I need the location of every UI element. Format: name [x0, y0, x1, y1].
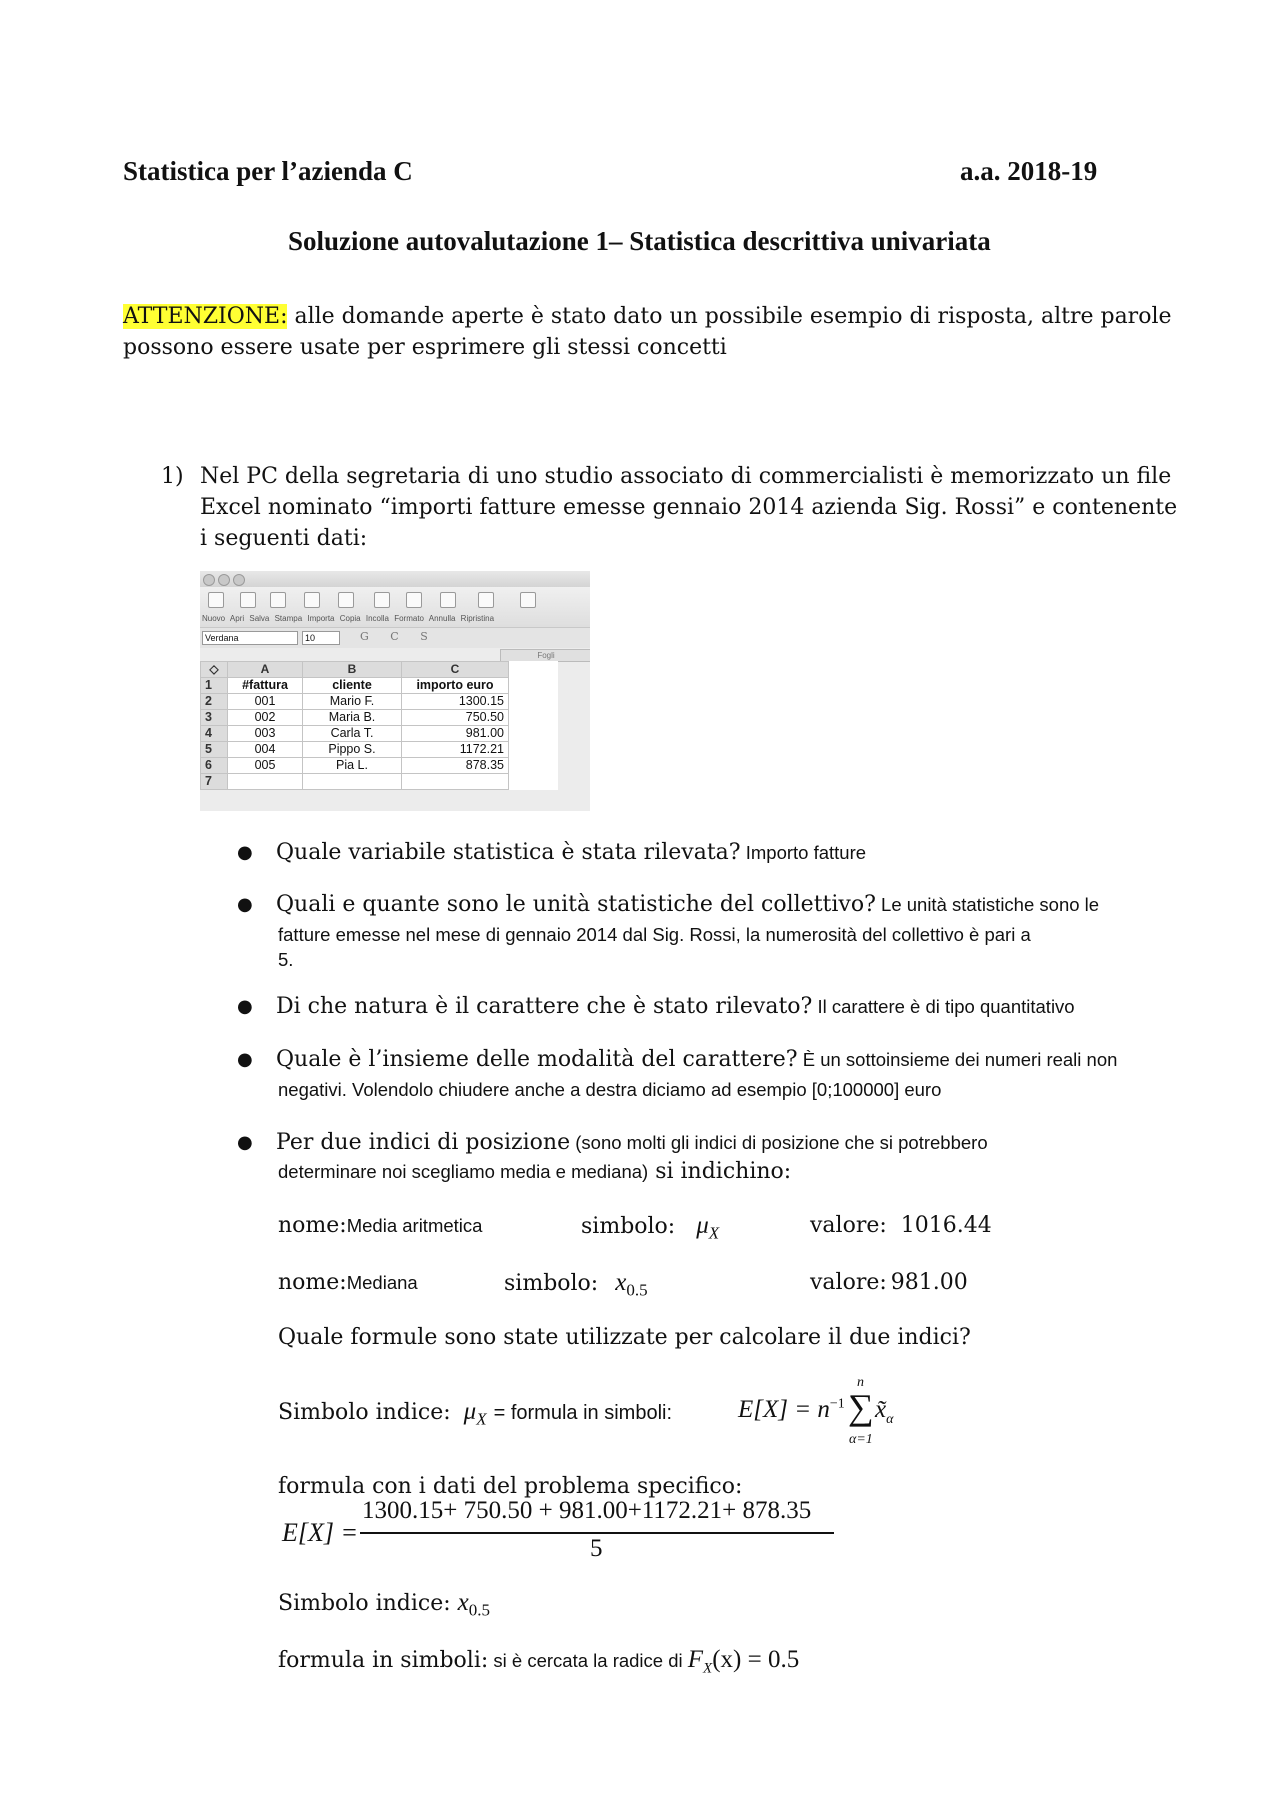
median-name: Mediana — [346, 1272, 418, 1293]
formula-question: Quale formule sono state utilizzate per calcolare il due indici? — [278, 1325, 971, 1350]
toolbar-labels: Nuovo Apri Salva Stampa Importa Copia Incolla Formato Annulla Ripristina — [202, 614, 495, 623]
cdf-sub: X — [703, 1660, 713, 1677]
row-number: 1 — [201, 678, 228, 694]
median-symbol-sub: 0.5 — [468, 1600, 491, 1620]
x-sub: α — [886, 1412, 894, 1427]
bullet-answer: Le unità statistiche sono le — [875, 894, 1100, 915]
column-header: C — [402, 662, 509, 678]
median-value-row — [810, 1268, 968, 1298]
with-data-label: formula con i dati del problema specifico: — [278, 1474, 743, 1499]
bullet-dot: ● — [237, 1049, 253, 1070]
window-close-icon — [203, 574, 215, 586]
cell: Carla T. — [303, 726, 402, 742]
median-symbol: x — [457, 1589, 469, 1616]
cdf-tail: (x) = 0.5 — [712, 1646, 800, 1673]
window-minimize-icon — [218, 574, 230, 586]
spreadsheet-grid — [200, 661, 558, 790]
fraction-lhs: E[X] = — [282, 1518, 359, 1547]
cdf-symbol: F — [687, 1646, 704, 1673]
table-row — [201, 726, 558, 742]
new-icon — [208, 592, 224, 608]
fraction-numerator: 1300.15+ 750.50 + 981.00+1172.21+ 878.35 — [362, 1497, 812, 1524]
column-header: B — [303, 662, 402, 678]
header-cell: cliente — [303, 678, 402, 694]
cell: 005 — [228, 758, 303, 774]
mean-name-row — [278, 1211, 482, 1241]
bullet-question: Quali e quante sono le unità statistiche del collettivo? — [276, 892, 876, 917]
cell: 1172.21 — [402, 742, 509, 758]
format-icon — [440, 592, 456, 608]
header-cell: importo euro — [402, 678, 509, 694]
bullet-answer: È un sottoinsieme dei numeri reali non — [797, 1049, 1118, 1070]
x-tilde: x̃ — [875, 1396, 887, 1423]
mean-value: 1016.44 — [900, 1213, 992, 1238]
bullet-answer: Il carattere è di tipo quantitativo — [812, 996, 1075, 1017]
course-title: Statistica per l’azienda C — [123, 156, 413, 186]
cell — [402, 774, 509, 790]
median-symbol-row — [504, 1268, 648, 1305]
notice-line2: possono essere usate per esprimere gli stessi concetti — [123, 335, 727, 360]
bullet-question: Quale è l’insieme delle modalità del carattere? — [276, 1047, 798, 1072]
simbolo-indice-label: Simbolo indice: — [278, 1400, 451, 1425]
paste-icon — [406, 592, 422, 608]
cell: Mario F. — [303, 694, 402, 710]
import-icon — [338, 592, 354, 608]
format-buttons: G C S — [360, 630, 437, 643]
row-number: 5 — [201, 742, 228, 758]
font-select: Verdana — [202, 631, 298, 645]
nome-label: nome: — [278, 1270, 347, 1295]
bullet-line2 — [278, 1157, 791, 1187]
cell: Pia L. — [303, 758, 402, 774]
valore-label: valore: — [810, 1270, 887, 1295]
empty-column — [509, 662, 558, 678]
expected-value-lhs: E[X] = n — [738, 1396, 830, 1423]
cell: 003 — [228, 726, 303, 742]
nome-label: nome: — [278, 1213, 347, 1238]
sheets-tab: Fogli — [500, 649, 590, 662]
spreadsheet-screenshot — [200, 571, 590, 811]
valore-label: valore: — [810, 1213, 887, 1238]
column-header-row — [201, 662, 558, 678]
bullet-dot: ● — [237, 842, 253, 863]
question-number: 1) — [161, 464, 184, 489]
question-line1: Nel PC della segretaria di uno studio associato di commercialisti è memorizzato un file — [200, 464, 1172, 489]
table-row — [201, 742, 558, 758]
mean-symbol-sub: X — [708, 1223, 720, 1243]
row-number: 6 — [201, 758, 228, 774]
row-number: 4 — [201, 726, 228, 742]
table-row — [201, 694, 558, 710]
mean-symbol: μ — [463, 1398, 477, 1425]
mean-formula-row — [278, 1397, 672, 1434]
median-formula-row — [278, 1645, 799, 1683]
bullet-answer-line2: determinare noi scegliamo media e mediana) — [278, 1161, 649, 1182]
cell: 002 — [228, 710, 303, 726]
bullet-dot: ● — [237, 1132, 253, 1153]
mean-symbol-sub: X — [476, 1409, 487, 1429]
cell: 878.35 — [402, 758, 509, 774]
empty-cell — [509, 742, 558, 758]
simbolo-indice-label: Simbolo indice: — [278, 1591, 451, 1616]
bullet-question-tail: si indichino: — [648, 1159, 792, 1184]
notice-label: ATTENZIONE: — [123, 304, 288, 329]
formula-in-symbols-label: = formula in simboli: — [493, 1402, 673, 1424]
header-cell: #fattura — [228, 678, 303, 694]
bullet-dot: ● — [237, 996, 253, 1017]
redo-icon — [520, 592, 536, 608]
mean-name: Media aritmetica — [346, 1215, 483, 1236]
open-icon — [240, 592, 256, 608]
cell: Pippo S. — [303, 742, 402, 758]
question-line3: i seguenti dati: — [200, 526, 368, 551]
empty-cell — [509, 710, 558, 726]
print-icon — [304, 592, 320, 608]
corner-cell: ◇ — [201, 662, 228, 678]
sum-upper-limit: n — [857, 1375, 864, 1390]
simbolo-label: simbolo: — [581, 1214, 676, 1239]
bullet-answer-line2: fatture emesse nel mese di gennaio 2014 dal Sig. Rossi, la numerosità del collettivo è pari a — [278, 924, 1031, 945]
bullet-item-5 — [276, 1128, 1196, 1158]
median-symbol: x — [615, 1269, 627, 1296]
cell: 001 — [228, 694, 303, 710]
window-titlebar — [200, 571, 590, 587]
empty-cell — [509, 726, 558, 742]
document-subtitle: Soluzione autovalutazione 1– Statistica descrittiva univariata — [288, 226, 991, 256]
notice-line1: alle domande aperte è stato dato un possibile esempio di risposta, altre parole — [287, 304, 1172, 329]
bullet-answer: (sono molti gli indici di posizione che si potrebbero — [570, 1132, 988, 1153]
row-number: 3 — [201, 710, 228, 726]
median-value: 981.00 — [890, 1270, 968, 1295]
median-name-row — [278, 1268, 418, 1298]
question-line2: Excel nominato “importi fatture emesse gennaio 2014 azienda Sig. Rossi” e contenente — [200, 495, 1178, 520]
mean-symbol-row — [581, 1211, 719, 1248]
cell: Maria B. — [303, 710, 402, 726]
column-header: A — [228, 662, 303, 678]
fraction-bar — [360, 1532, 834, 1534]
bullet-dot: ● — [237, 894, 253, 915]
bullet-question: Per due indici di posizione — [276, 1130, 571, 1155]
mean-symbol: μ — [696, 1212, 709, 1239]
bullet-item-3 — [276, 992, 1075, 1022]
sum-lower-limit: α=1 — [849, 1432, 873, 1447]
format-bar — [200, 627, 590, 648]
cell: 981.00 — [402, 726, 509, 742]
bullet-question: Di che natura è il carattere che è stato rilevato? — [276, 994, 813, 1019]
exponent: −1 — [829, 1396, 845, 1412]
summation-icon: ∑ — [848, 1387, 874, 1427]
table-row — [201, 774, 558, 790]
empty-cell — [509, 694, 558, 710]
table-row — [201, 758, 558, 774]
mean-value-row — [810, 1211, 992, 1241]
root-text: si è cercata la radice di — [488, 1650, 688, 1671]
cell — [303, 774, 402, 790]
formula-in-symbols-label: formula in simboli: — [278, 1648, 489, 1673]
undo-icon — [478, 592, 494, 608]
row-number: 2 — [201, 694, 228, 710]
save-icon — [270, 592, 286, 608]
bullet-item-1 — [276, 838, 866, 868]
question-text — [200, 461, 1200, 554]
mean-formula-symbolic — [738, 1396, 845, 1424]
bullet-answer: Importo fatture — [740, 842, 867, 863]
spreadsheet-toolbar — [200, 587, 590, 627]
notice — [123, 301, 1203, 363]
bullet-question: Quale variabile statistica è stata rilevata? — [276, 840, 741, 865]
cell: 1300.15 — [402, 694, 509, 710]
table-row — [201, 678, 558, 694]
cell: 004 — [228, 742, 303, 758]
row-number: 7 — [201, 774, 228, 790]
cell — [228, 774, 303, 790]
empty-cell — [509, 774, 558, 790]
font-size-select: 10 — [302, 631, 340, 645]
summand — [875, 1396, 893, 1428]
bullet-item-2 — [276, 890, 1196, 920]
median-symbol-row2 — [278, 1588, 490, 1625]
cell: 750.50 — [402, 710, 509, 726]
median-symbol-sub: 0.5 — [626, 1280, 648, 1300]
empty-cell — [509, 678, 558, 694]
window-zoom-icon — [233, 574, 245, 586]
bullet-item-4 — [276, 1045, 1196, 1075]
simbolo-label: simbolo: — [504, 1271, 599, 1296]
fraction-denominator: 5 — [590, 1535, 603, 1562]
empty-cell — [509, 758, 558, 774]
bullet-answer-line3: 5. — [278, 949, 294, 970]
academic-year: a.a. 2018-19 — [960, 156, 1098, 186]
copy-icon — [374, 592, 390, 608]
table-row — [201, 710, 558, 726]
bullet-answer-line2: negativi. Volendolo chiudere anche a destra diciamo ad esempio [0;100000] euro — [278, 1079, 942, 1100]
